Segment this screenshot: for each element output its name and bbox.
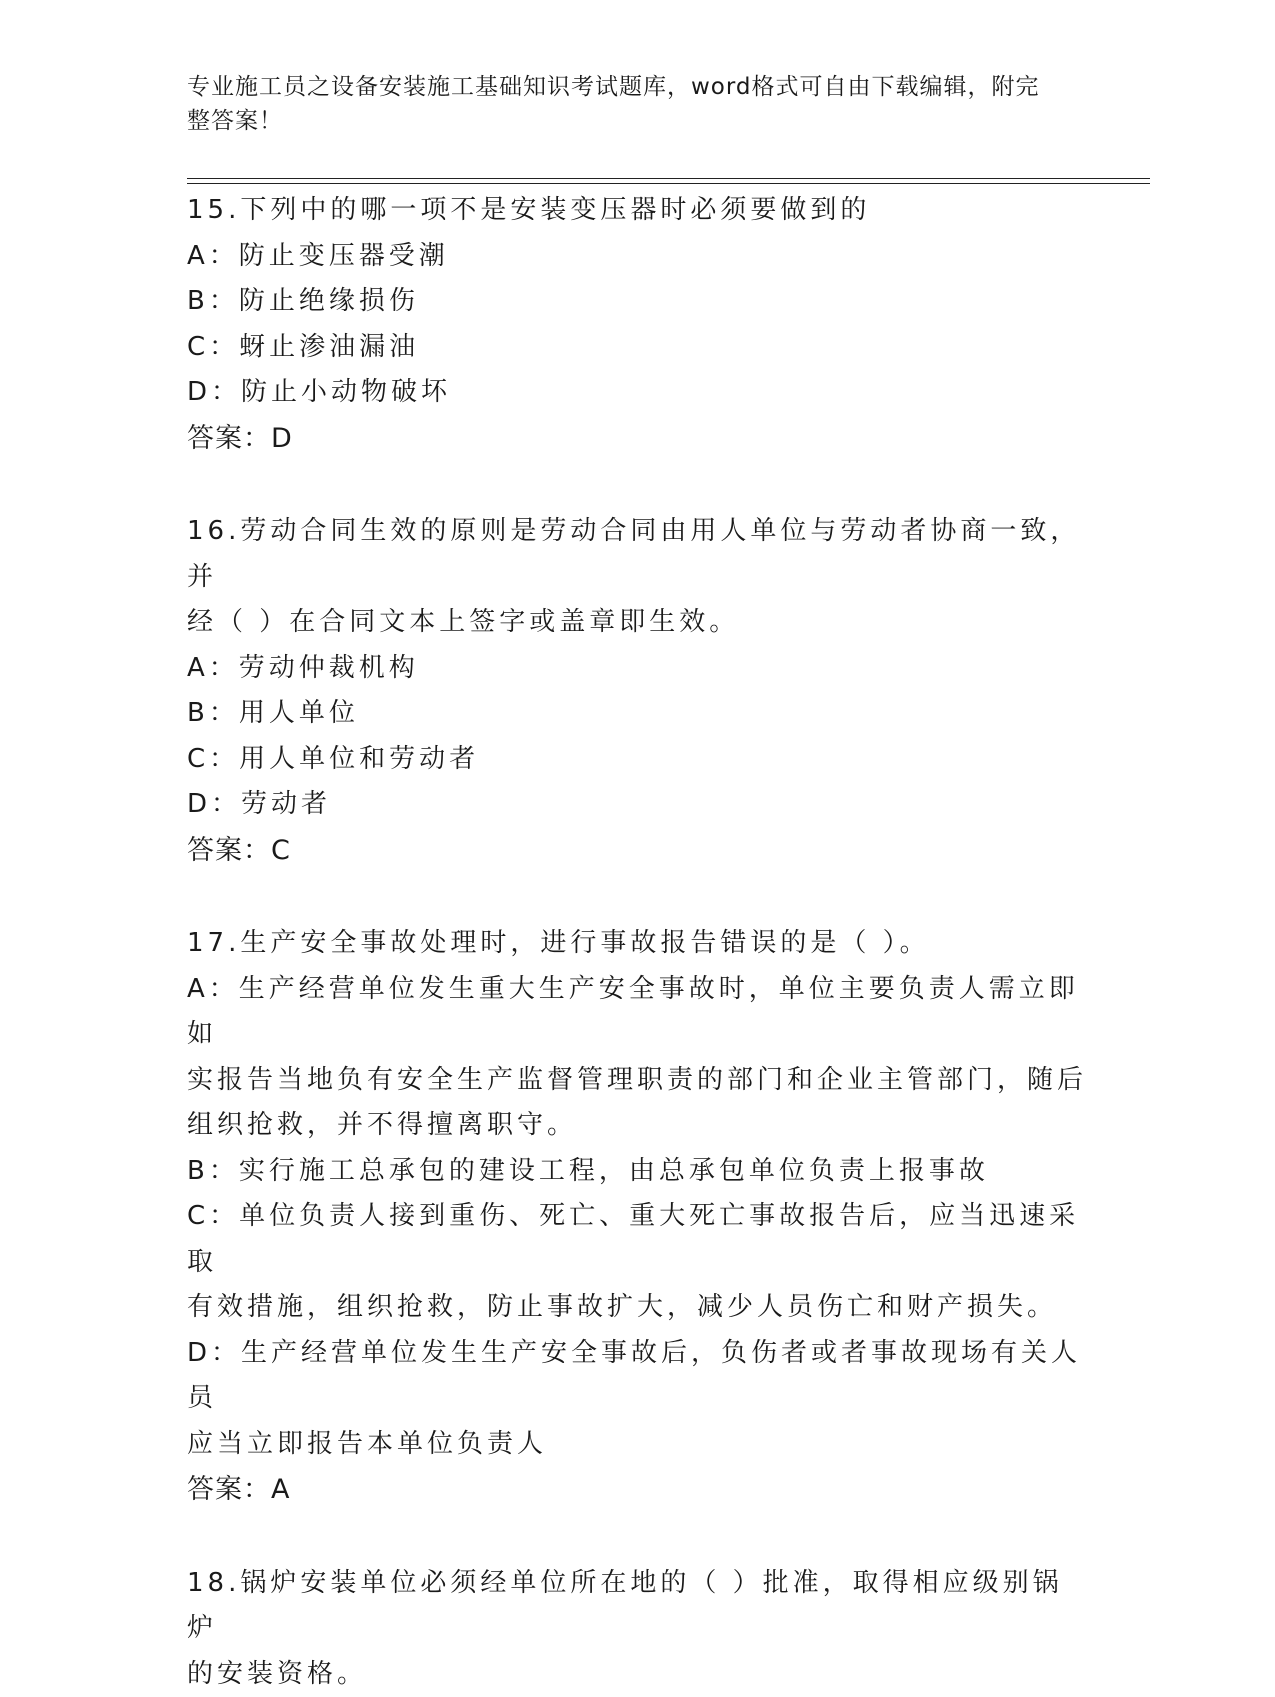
question-stem: 18.锅炉安装单位必须经单位所在地的（ ）批准，取得相应级别锅炉 (187, 1561, 1087, 1652)
question-spacer (187, 1513, 1087, 1561)
answer: 答案：A (187, 1467, 1087, 1513)
header-line-1: 专业施工员之设备安装施工基础知识考试题库，word格式可自由下载编辑，附完 (187, 70, 1067, 104)
question-18 (187, 1561, 1087, 1697)
document-header (187, 70, 1067, 138)
header-divider-top (187, 178, 1150, 179)
header-divider-bottom (187, 183, 1150, 184)
option-d: D：防止小动物破坏 (187, 370, 1087, 416)
option-a-cont: 组织抢救，并不得擅离职守。 (187, 1103, 1087, 1149)
option-c-cont: 有效措施，组织抢救，防止事故扩大，减少人员伤亡和财产损失。 (187, 1285, 1087, 1331)
answer: 答案：C (187, 828, 1087, 874)
question-spacer (187, 873, 1087, 921)
question-15 (187, 188, 1087, 461)
option-c: C：单位负责人接到重伤、死亡、重大死亡事故报告后，应当迅速采取 (187, 1194, 1087, 1285)
option-c: C：用人单位和劳动者 (187, 737, 1087, 783)
option-b: B：防止绝缘损伤 (187, 279, 1087, 325)
option-d-cont: 应当立即报告本单位负责人 (187, 1422, 1087, 1468)
question-stem-cont: 的安装资格。 (187, 1652, 1087, 1697)
option-c: C：蚜止渗油漏油 (187, 325, 1087, 371)
question-17 (187, 921, 1087, 1513)
question-stem: 16.劳动合同生效的原则是劳动合同由用人单位与劳动者协商一致，并 (187, 509, 1087, 600)
option-a: A：劳动仲裁机构 (187, 646, 1087, 692)
option-b: B：用人单位 (187, 691, 1087, 737)
question-16 (187, 509, 1087, 873)
option-a: A：防止变压器受潮 (187, 234, 1087, 280)
option-d: D：劳动者 (187, 782, 1087, 828)
option-b: B：实行施工总承包的建设工程，由总承包单位负责上报事故 (187, 1149, 1087, 1195)
option-a: A：生产经营单位发生重大生产安全事故时，单位主要负责人需立即如 (187, 967, 1087, 1058)
answer: 答案：D (187, 416, 1087, 462)
option-d: D：生产经营单位发生生产安全事故后，负伤者或者事故现场有关人员 (187, 1331, 1087, 1422)
question-stem: 15.下列中的哪一项不是安装变压器时必须要做到的 (187, 188, 1087, 234)
question-list (187, 188, 1087, 1697)
option-a-cont: 实报告当地负有安全生产监督管理职责的部门和企业主管部门，随后 (187, 1058, 1087, 1104)
question-stem: 17.生产安全事故处理时，进行事故报告错误的是（ ）。 (187, 921, 1087, 967)
question-stem-cont: 经（ ）在合同文本上签字或盖章即生效。 (187, 600, 1087, 646)
question-spacer (187, 461, 1087, 509)
header-line-2: 整答案！ (187, 104, 1067, 138)
